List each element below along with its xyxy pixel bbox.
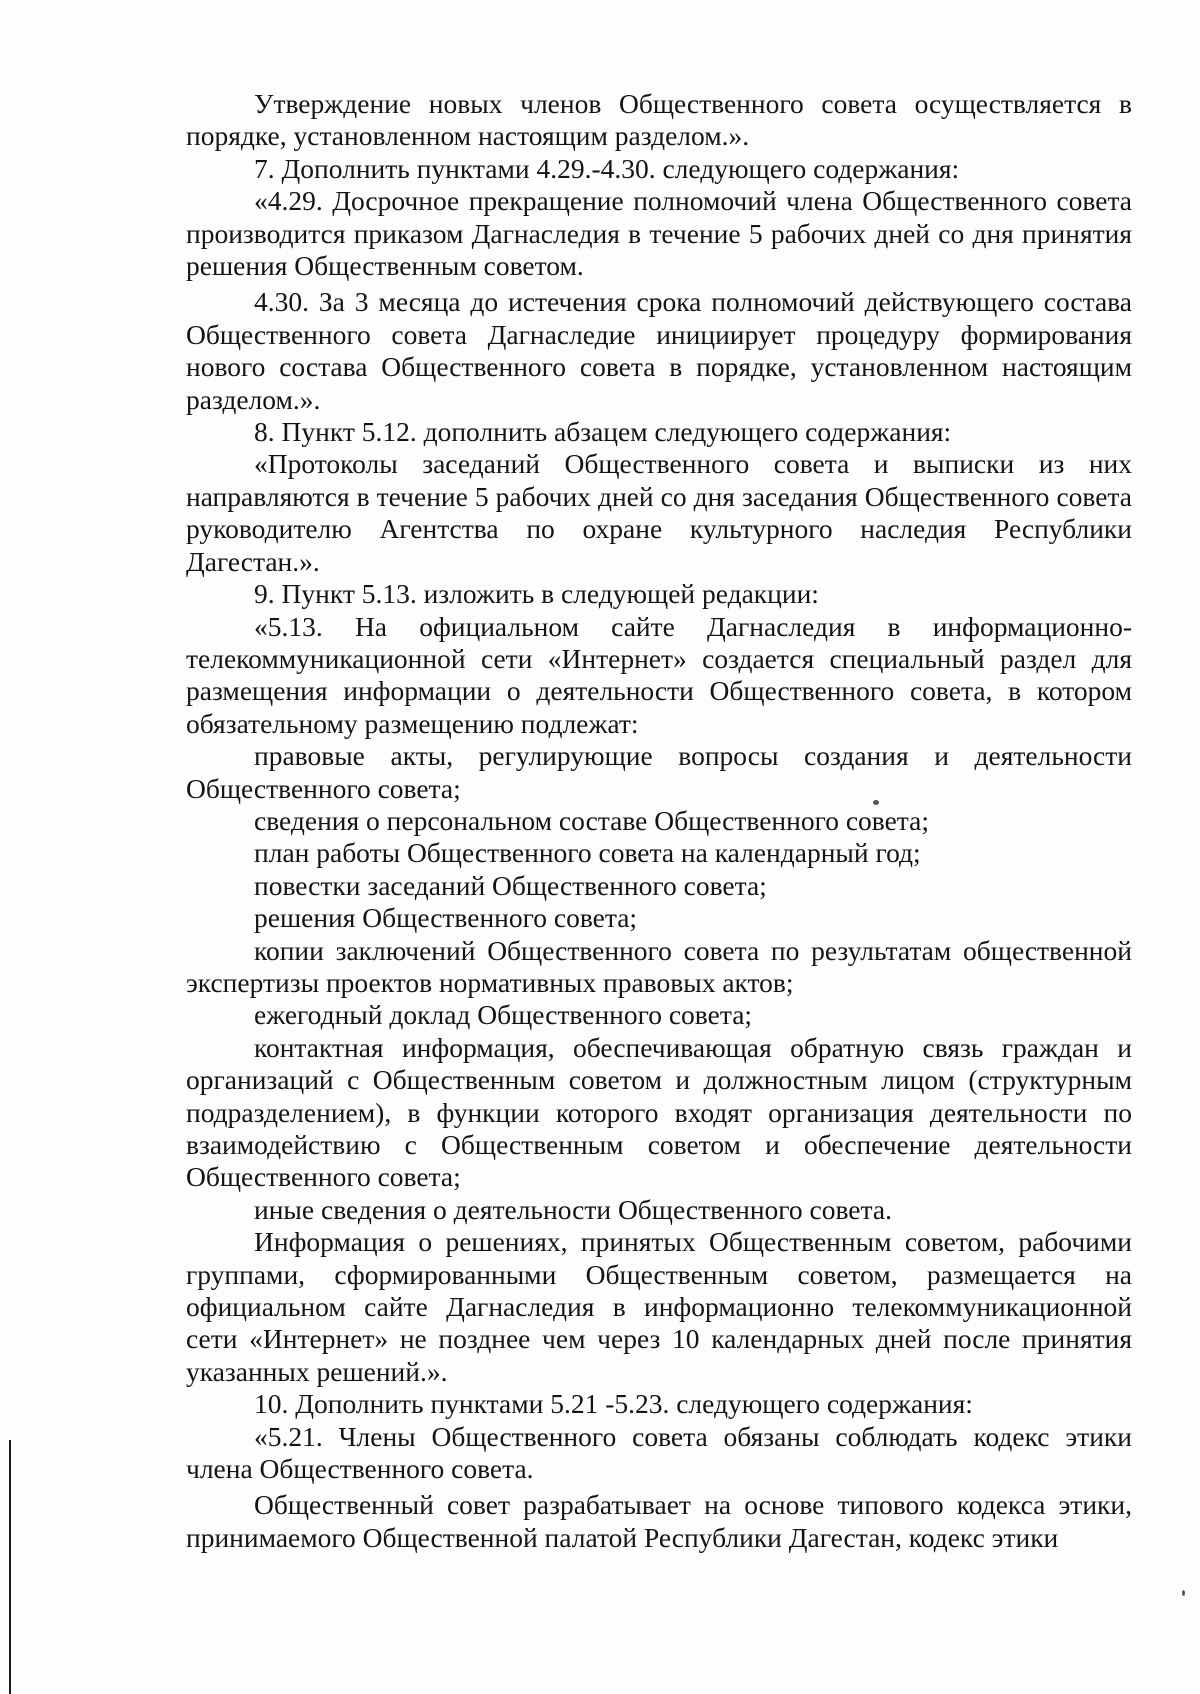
list-item: ежегодный доклад Общественного совета; (254, 999, 753, 1031)
paragraph: Утверждение новых членов Общественного совета осуществляется в порядке, установленном настоящим разделом.». (186, 88, 1132, 152)
paragraph: Информация о решениях, принятых Общественным советом, рабочими группами, сформированными Общественным советом, размещается на официальном сайте Дагнаследия в информационно телекоммуникационной сети «Интернет» не позднее чем через 10 календарных дней после принятия указанных решений.». (186, 1226, 1132, 1387)
paragraph: «4.29. Досрочное прекращение полномочий члена Общественного совета производится приказом Дагнаследия в течение 5 рабочих дней со дня принятия решения Общественным советом. (186, 185, 1132, 282)
amendment-heading: 9. Пункт 5.13. изложить в следующей редакции: (254, 578, 819, 610)
amendment-heading: 10. Дополнить пунктами 5.21 -5.23. следующего содержания: (254, 1388, 973, 1420)
paragraph: Общественный совет разрабатывает на основе типового кодекса этики, принимаемого Общественной палатой Республики Дагестан, кодекс этики (186, 1489, 1132, 1553)
list-item: план работы Общественного совета на календарный год; (254, 837, 921, 869)
list-item: контактная информация, обеспечивающая обратную связь граждан и организаций с Общественным советом и должностным лицом (структурным подразделением), в функции которого входят организация деятельности по взаимодействию с Общественным советом и обеспечение деятельности Общественного совета; (186, 1031, 1132, 1193)
document-body (186, 88, 1132, 1554)
amendment-heading: 8. Пункт 5.12. дополнить абзацем следующего содержания: (254, 416, 952, 448)
list-item: иные сведения о деятельности Общественного совета. (254, 1193, 892, 1225)
paragraph: «Протоколы заседаний Общественного совета и выписки из них направляются в течение 5 рабочих дней со дня заседания Общественного совета руководителю Агентства по охране культурного наследия Республики Дагестан.». (186, 448, 1132, 577)
paragraph: «5.21. Члены Общественного совета обязаны соблюдать кодекс этики члена Общественного совета. (186, 1420, 1132, 1485)
list-item: правовые акты, регулирующие вопросы создания и деятельности Общественного совета; (186, 740, 1132, 804)
list-item: решения Общественного совета; (254, 902, 638, 934)
list-item: сведения о персональном составе Общественного совета; (254, 804, 929, 836)
scan-edge-line (9, 1440, 11, 1694)
paragraph: «5.13. На официальном сайте Дагнаследия в информационно-телекоммуникационной сети «Интернет» создается специальный раздел для размещения информации о деятельности Общественного совета, в котором обязательному размещению подлежат: (186, 610, 1132, 739)
scan-speck (1182, 1590, 1185, 1596)
amendment-heading: 7. Дополнить пунктами 4.29.-4.30. следующего содержания: (254, 152, 960, 184)
paragraph: 4.30. За 3 месяца до истечения срока полномочий действующего состава Общественного совета Дагнаследие инициирует процедуру формирования нового состава Общественного совета в порядке, установленном настоящим разделом.». (186, 286, 1132, 415)
list-item: копии заключений Общественного совета по результатам общественной экспертизы проектов нормативных правовых актов; (186, 934, 1132, 998)
list-item: повестки заседаний Общественного совета; (254, 869, 767, 901)
